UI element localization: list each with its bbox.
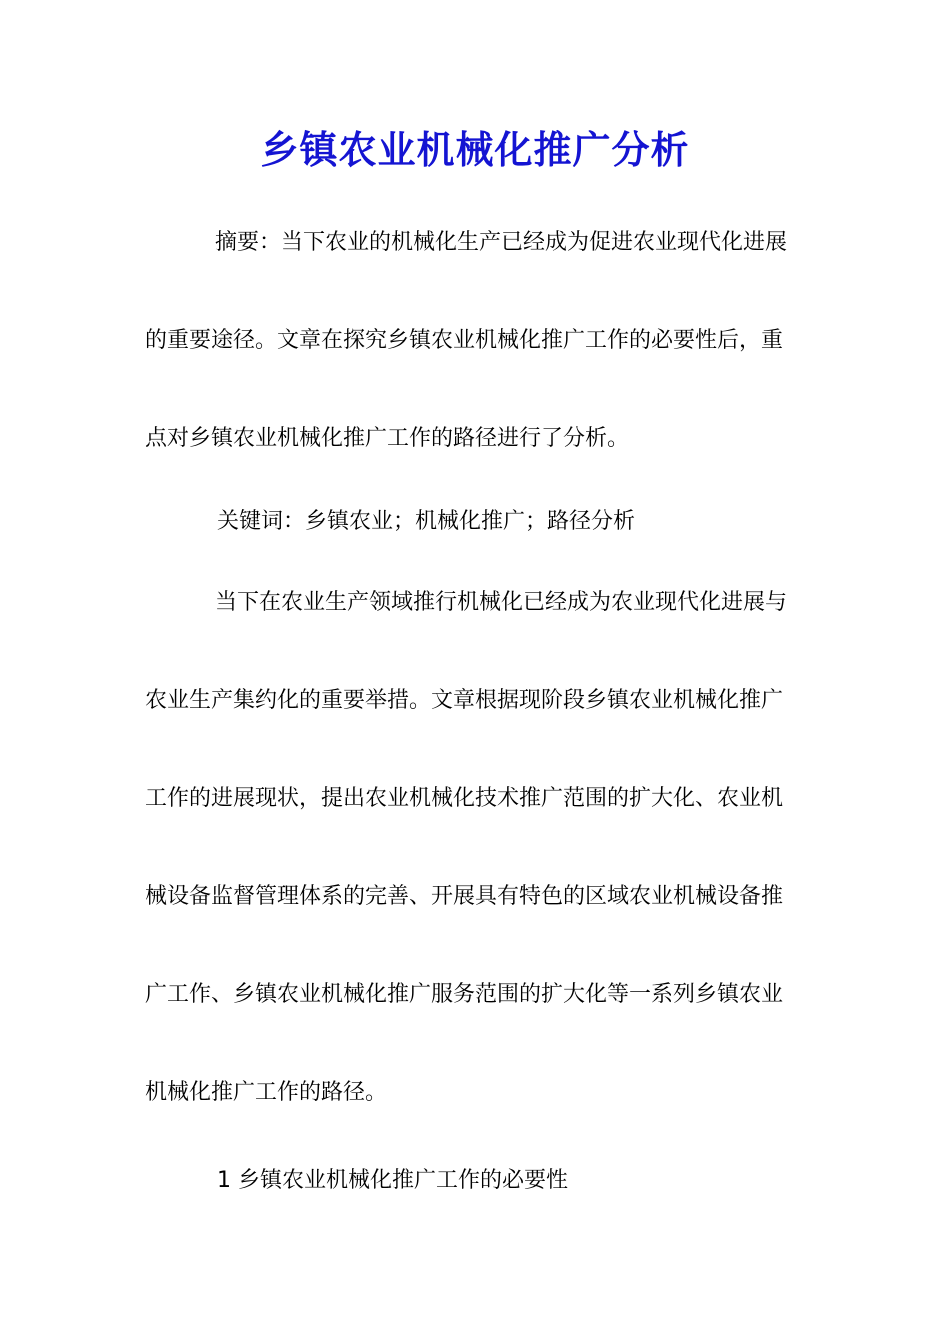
intro-line: 机械化推广工作的路径。 [145,1080,388,1105]
abstract-paragraph [145,194,805,488]
abstract-line: 的重要途径。文章在探究乡镇农业机械化推广工作的必要性后，重 [145,328,784,353]
intro-line: 广工作、乡镇农业机械化推广服务范围的扩大化等一系列乡镇农业 [145,982,784,1007]
intro-line: 农业生产集约化的重要举措。文章根据现阶段乡镇农业机械化推广 [145,688,784,713]
intro-line: 工作的进展现状，提出农业机械化技术推广范围的扩大化、农业机 [145,786,784,811]
keywords-line: 关键词：乡镇农业；机械化推广；路径分析 [217,509,636,534]
abstract-line: 点对乡镇农业机械化推广工作的路径进行了分析。 [145,426,630,451]
section-heading: 1 乡镇农业机械化推广工作的必要性 [217,1168,568,1193]
intro-line: 当下在农业生产领域推行机械化已经成为农业现代化进展与 [215,590,788,615]
intro-line: 械设备监督管理体系的完善、开展具有特色的区域农业机械设备推 [145,884,784,909]
abstract-line: 摘要：当下农业的机械化生产已经成为促进农业现代化进展 [215,230,788,255]
intro-paragraph [145,554,805,1142]
document-title: 乡镇农业机械化推广分析 [260,128,690,172]
